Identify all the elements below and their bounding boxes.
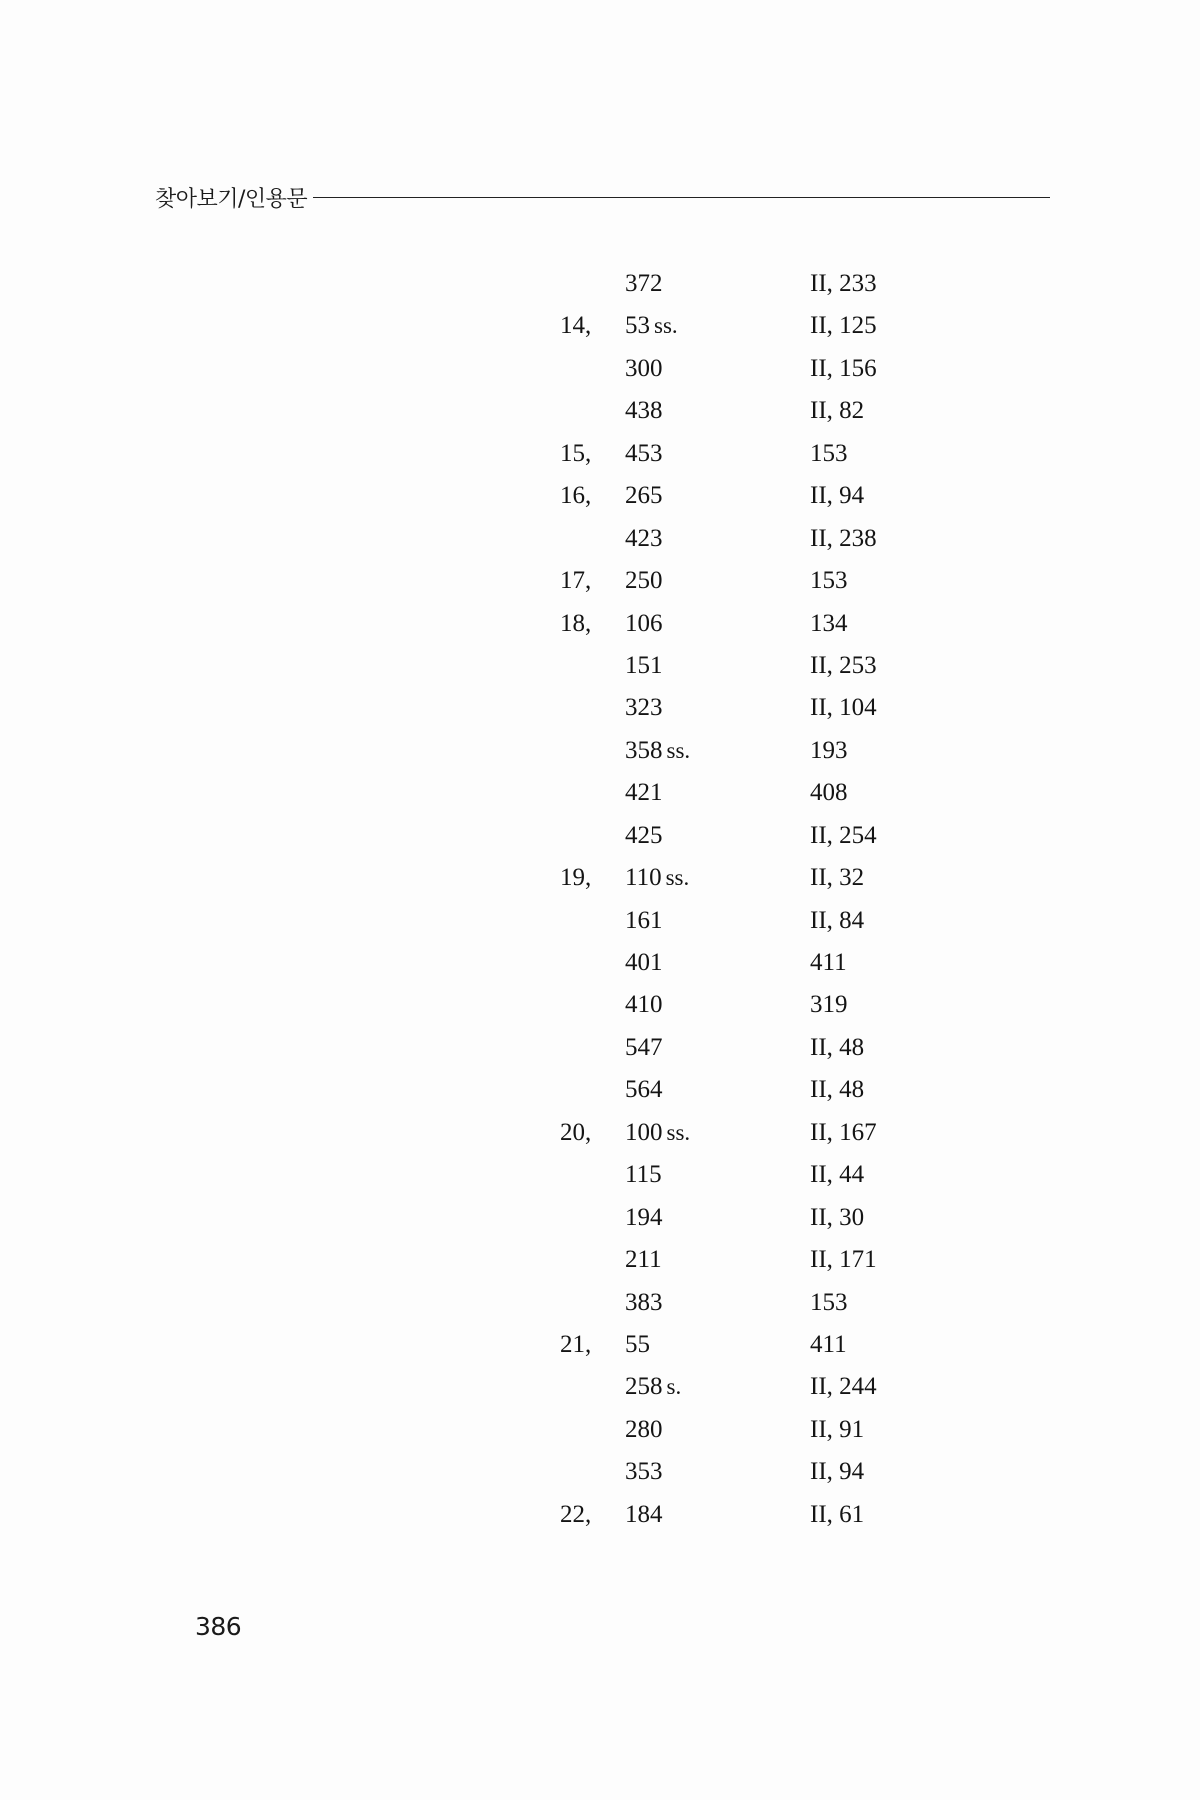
source-page: 55 — [625, 1330, 650, 1358]
source-page: 184 — [625, 1500, 663, 1528]
source-reference — [560, 984, 667, 1026]
source-reference — [560, 390, 667, 432]
index-row — [560, 1409, 960, 1451]
source-reference — [560, 772, 667, 814]
index-row — [560, 1112, 960, 1154]
source-reference — [560, 942, 667, 984]
book-page-reference: II, 91 — [810, 1415, 865, 1443]
index-row — [560, 263, 960, 305]
chapter-prefix: 15, — [560, 439, 592, 467]
book-page-reference: II, 156 — [810, 354, 877, 382]
book-page-reference: II, 61 — [810, 1500, 865, 1528]
source-reference — [560, 305, 678, 347]
source-page: 564 — [625, 1076, 663, 1104]
source-page: 100 — [625, 1118, 663, 1146]
index-row — [560, 1366, 960, 1408]
index-row — [560, 900, 960, 942]
source-page: 250 — [625, 567, 663, 595]
source-page: 401 — [625, 949, 663, 976]
chapter-prefix: 22, — [560, 1500, 592, 1528]
book-page-reference: II, 238 — [810, 524, 877, 552]
chapter-prefix: 19, — [560, 864, 592, 892]
source-page: 438 — [625, 397, 663, 425]
index-row — [560, 1494, 960, 1536]
source-page: 410 — [625, 991, 663, 1019]
chapter-prefix: 20, — [560, 1118, 592, 1146]
source-reference — [560, 518, 667, 560]
source-page: 425 — [625, 821, 663, 849]
source-reference — [560, 815, 667, 857]
index-row — [560, 645, 960, 687]
index-row — [560, 560, 960, 602]
book-page-reference: II, 84 — [810, 906, 865, 934]
book-page-reference: 153 — [810, 439, 848, 467]
source-reference — [560, 1409, 667, 1451]
index-row — [560, 984, 960, 1026]
source-reference — [560, 900, 667, 942]
index-row — [560, 1324, 960, 1366]
source-reference — [560, 433, 667, 475]
book-page-reference: 319 — [810, 991, 848, 1019]
book-page-reference: II, 94 — [810, 1458, 865, 1486]
source-reference — [560, 1197, 667, 1239]
index-row — [560, 475, 960, 517]
index-row — [560, 687, 960, 729]
book-page-reference: 153 — [810, 1288, 848, 1316]
book-page-reference: II, 244 — [810, 1373, 877, 1401]
chapter-prefix: 18, — [560, 609, 592, 637]
book-page-reference: II, 253 — [810, 651, 877, 679]
index-row — [560, 1239, 960, 1281]
index-row — [560, 1451, 960, 1493]
source-page: 265 — [625, 482, 663, 510]
sequentes-suffix: ss. — [666, 1119, 691, 1145]
source-page: 110 — [625, 864, 662, 892]
source-reference — [560, 857, 689, 899]
index-row — [560, 603, 960, 645]
source-page: 453 — [625, 439, 663, 467]
book-page-reference: II, 82 — [810, 397, 865, 425]
book-page-reference: II, 104 — [810, 694, 877, 722]
source-reference — [560, 603, 667, 645]
book-page-reference: 153 — [810, 567, 848, 595]
book-page-reference: II, 32 — [810, 864, 865, 892]
index-row — [560, 518, 960, 560]
book-page-reference: 134 — [810, 609, 848, 637]
source-page: 115 — [625, 1161, 662, 1189]
source-page: 423 — [625, 524, 663, 552]
book-page-reference: II, 254 — [810, 821, 877, 849]
source-reference — [560, 1282, 667, 1324]
sequentes-suffix: ss. — [665, 865, 690, 891]
source-reference — [560, 1154, 666, 1196]
index-row — [560, 942, 960, 984]
section-title: 찾아보기/인용문 — [155, 186, 308, 212]
sequentes-suffix: s. — [666, 1374, 682, 1400]
sequentes-suffix: ss. — [666, 737, 691, 763]
source-page: 194 — [625, 1203, 663, 1231]
source-page: 53 — [625, 312, 650, 340]
book-page-reference: II, 233 — [810, 270, 877, 297]
source-reference — [560, 1239, 666, 1281]
chapter-prefix: 21, — [560, 1330, 592, 1358]
source-reference — [560, 1027, 667, 1069]
book-page-reference: II, 125 — [810, 312, 877, 340]
source-page: 258 — [625, 1373, 663, 1401]
book-page-reference: II, 167 — [810, 1118, 877, 1146]
source-reference — [560, 1366, 681, 1408]
source-reference — [560, 687, 667, 729]
index-row — [560, 348, 960, 390]
book-page-reference: II, 30 — [810, 1203, 865, 1231]
index-row — [560, 730, 960, 772]
book-page-reference: II, 44 — [810, 1161, 865, 1189]
source-page: 300 — [625, 354, 663, 382]
index-row — [560, 1154, 960, 1196]
book-page-reference: 408 — [810, 779, 848, 807]
index-row — [560, 390, 960, 432]
source-page: 353 — [625, 1458, 663, 1486]
index-row — [560, 1069, 960, 1111]
source-reference — [560, 1324, 654, 1366]
index-row — [560, 1282, 960, 1324]
running-header — [155, 180, 1050, 214]
page-number: 386 — [195, 1612, 242, 1641]
source-page: 383 — [625, 1288, 663, 1316]
source-page: 280 — [625, 1415, 663, 1443]
source-reference — [560, 1451, 667, 1493]
chapter-prefix: 14, — [560, 312, 592, 340]
source-page: 323 — [625, 694, 663, 722]
source-reference — [560, 1494, 667, 1536]
source-page: 421 — [625, 779, 663, 807]
source-reference — [560, 1069, 667, 1111]
book-page-reference: 411 — [810, 949, 847, 976]
book-page-reference: II, 48 — [810, 1033, 865, 1061]
source-page: 151 — [625, 651, 663, 679]
index-row — [560, 1197, 960, 1239]
sequentes-suffix: ss. — [654, 313, 678, 339]
book-page-reference: 411 — [810, 1330, 847, 1358]
index-row — [560, 305, 960, 347]
book-page-reference: II, 48 — [810, 1076, 865, 1104]
index-row — [560, 433, 960, 475]
source-page: 547 — [625, 1033, 663, 1061]
source-page: 358 — [625, 736, 663, 764]
index-row — [560, 815, 960, 857]
source-page: 372 — [625, 270, 663, 297]
chapter-prefix: 16, — [560, 482, 592, 510]
source-reference — [560, 1112, 690, 1154]
book-page-reference: 193 — [810, 736, 848, 764]
source-reference — [560, 475, 667, 517]
source-page: 106 — [625, 609, 663, 637]
source-reference — [560, 730, 690, 772]
source-reference — [560, 645, 667, 687]
source-page: 161 — [625, 906, 663, 934]
index-row — [560, 1027, 960, 1069]
index-row — [560, 772, 960, 814]
source-reference — [560, 348, 667, 390]
source-reference — [560, 560, 667, 602]
book-page-reference: II, 171 — [810, 1246, 877, 1274]
index-row — [560, 857, 960, 899]
source-page: 211 — [625, 1246, 662, 1274]
header-rule — [313, 197, 1050, 198]
citation-index-table — [560, 263, 960, 1536]
book-page-reference: II, 94 — [810, 482, 865, 510]
chapter-prefix: 17, — [560, 567, 592, 595]
source-reference — [560, 263, 667, 305]
